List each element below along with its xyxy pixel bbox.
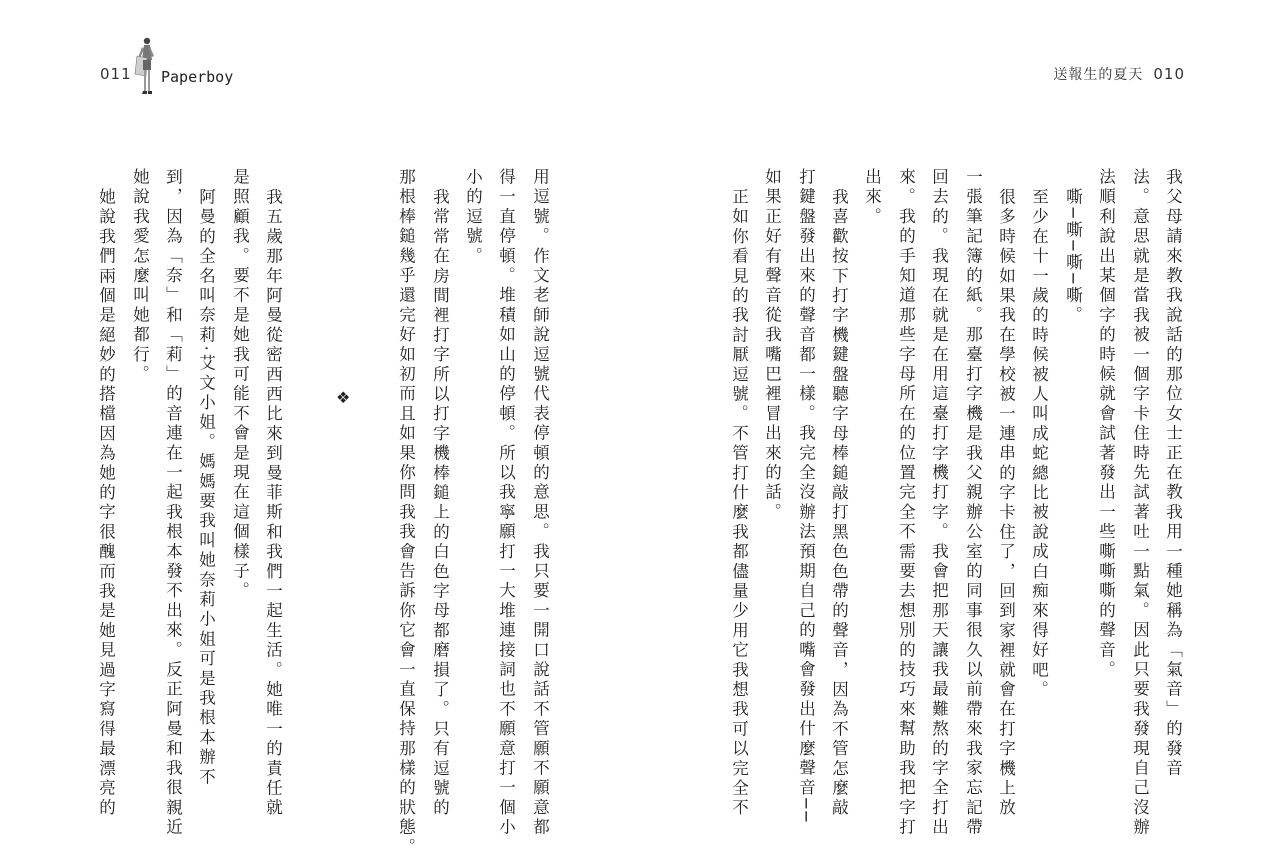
text-column: 至少在十一歲的時候被人叫成蛇總比被說成白痴來得好吧。 xyxy=(1029,188,1049,701)
text-column: 我父母請來教我說話的那位女士正在教我用一種她稱為「氣音」的發音 xyxy=(1163,168,1183,779)
text-column: 法。意思就是當我被一個字卡住時先試著吐一點氣。因此只要我發現自己沒辦 xyxy=(1130,168,1150,838)
text-column: 正如你看見的我討厭逗號。不管打什麼我都儘量少用它我想我可以完全不 xyxy=(729,188,749,819)
series-title: Paperboy xyxy=(161,68,234,86)
text-column: 小的逗號。 xyxy=(463,168,483,267)
left-page-number: 011 xyxy=(100,65,132,83)
text-column: 嘶─嘶─嘶─嘶。 xyxy=(1063,188,1083,326)
text-column: 一張筆記簿的紙。那臺打字機是我父親辦公室的同事很久以前帶來我家忘記帶 xyxy=(963,168,983,838)
chapter-title: 送報生的夏天 xyxy=(1053,67,1144,83)
text-column: 我喜歡按下打字機鍵盤聽字母棒鎚敲打黑色色帶的聲音，因為不管怎麼敲 xyxy=(829,188,849,819)
text-column: 出來。 xyxy=(862,168,882,228)
right-page-number: 010 xyxy=(1153,65,1185,83)
text-column: 我五歲那年阿曼從密西西比來到曼菲斯和我們一起生活。她唯一的責任就 xyxy=(263,188,283,819)
right-page-header xyxy=(1053,64,1185,84)
text-column: 用逗號。作文老師說逗號代表停頓的意思。我只要一開口說話不管願不願意都 xyxy=(530,168,550,838)
text-column: 回去的。我現在就是在用這臺打字機打字。我會把那天讓我最難熬的字全打出 xyxy=(929,168,949,838)
text-column: 法順利說出某個字的時候就會試著發出一些嘶嘶嘶的聲音。 xyxy=(1096,168,1116,681)
text-column: 那根棒鎚幾乎還完好如初而且如果你問我我會告訴你它會一直保持那樣的狀態。 xyxy=(396,168,416,858)
text-column: 很多時候如果我在學校被一連串的字卡住了，回到家裡就會在打字機上放 xyxy=(996,188,1016,819)
section-break-ornament: ❖ xyxy=(336,388,351,407)
text-column: 我常常在房間裡打字所以打字機棒鎚上的白色字母都磨損了。只有逗號的 xyxy=(430,188,450,819)
text-column: 得一直停頓。堆積如山的停頓。所以我寧願打一大堆連接詞也不願意打一個小 xyxy=(496,168,516,838)
text-column: 如果正好有聲音從我嘴巴裡冒出來的話。 xyxy=(762,168,782,523)
text-column: 她說我愛怎麼叫她都行。 xyxy=(130,168,150,385)
text-column: 她說我們兩個是絕妙的搭檔因為她的字很醜而我是她見過字寫得最漂亮的 xyxy=(96,188,116,819)
text-column: 到，因為「奈」和「莉」的音連在一起我根本發不出來。反正阿曼和我很親近 xyxy=(163,168,183,838)
text-column: 打鍵盤發出來的聲音都一樣。我完全沒辦法預期自己的嘴會發出什麼聲音── xyxy=(796,168,816,825)
text-column: 是照顧我。要不是她我可能不會是現在這個樣子。 xyxy=(230,168,250,602)
paperboy-figure-illustration xyxy=(133,36,163,96)
text-column: 來。我的手知道那些字母所在的位置完全不需要去想別的技巧來幫助我把字打 xyxy=(896,168,916,838)
text-column: 阿曼的全名叫奈莉‧艾文小姐。媽媽要我叫她奈莉小姐可是我根本辦不 xyxy=(196,188,216,788)
